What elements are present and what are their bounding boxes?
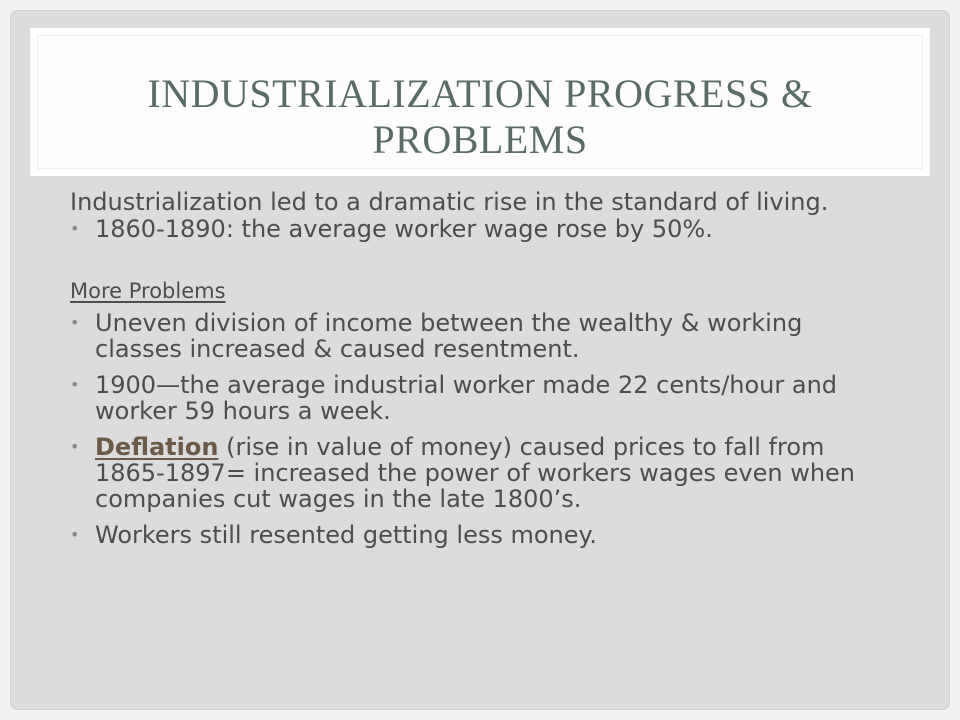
problems-bullet-list [70,310,890,548]
deflation-term: Deflation [95,433,219,461]
title-box [30,28,930,176]
list-item: • 1900—the average industrial worker made 22 cents/hour and worker 59 hours a week. [70,372,890,424]
slide-title: INDUSTRIALIZATION PROGRESS & PROBLEMS [147,71,813,162]
slide-body [70,188,890,558]
list-item: • Workers still resented getting less money. [70,522,890,548]
list-item-deflation [70,434,890,512]
intro-bullet-list [70,216,890,242]
section-heading: More Problems [70,279,226,303]
intro-text: Industrialization led to a dramatic rise in the standard of living. [70,188,829,216]
list-item: • 1860-1890: the average worker wage rose by 50%. [70,216,890,242]
slide [10,10,950,710]
deflation-description: (rise in value of money) caused prices to fall from 1865-1897= increased the power of workers wages even when companies cut wages in the late 1800’s. [95,433,856,513]
list-item: • Uneven division of income between the wealthy & working classes increased & caused resentment. [70,310,890,362]
title-panel [38,36,922,168]
